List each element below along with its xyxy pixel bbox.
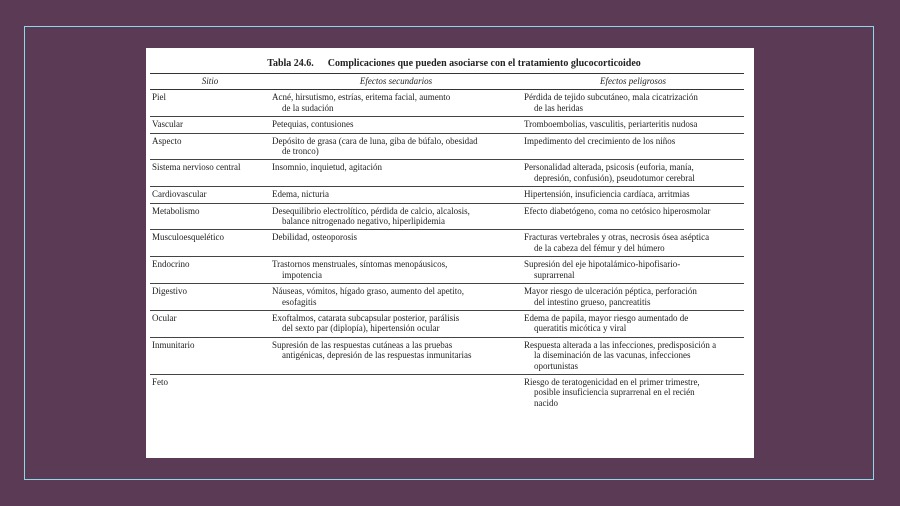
cell-line: Supresión del eje hipotalámico-hipofisario- [524,259,681,270]
cell-secondary-effects [270,284,522,311]
cell-secondary-effects [270,160,522,187]
table-row [150,187,744,203]
table-row [150,310,744,337]
cell-secondary-effects [270,203,522,230]
cell-line: Pérdida de tejido subcutáneo, mala cicatrización [524,92,698,103]
cell-secondary-effects [270,310,522,337]
cell-line: Impedimento del crecimiento de los niños [524,135,676,146]
cell-line: del sexto par (diplopía), hipertensión ocular [282,323,440,334]
cell-line: Supresión de las respuestas cutáneas a las pruebas [272,339,453,350]
cell-secondary-effects [270,187,522,203]
cell-secondary-effects [270,90,522,117]
cell-line: impotencia [282,269,322,280]
cell-line: Edema, nicturia [272,189,329,200]
cell-dangerous-effects [522,337,744,374]
cell-site: Digestivo [150,284,270,311]
cell-line: posible insuficiencia suprarrenal en el recién [534,387,695,398]
cell-secondary-effects [270,374,522,411]
table-row [150,337,744,374]
cell-line: Acné, hirsutismo, estrías, eritema facial, aumento [272,92,451,103]
cell-line: Edema de papila, mayor riesgo aumentado de [524,312,689,323]
cell-line: Debilidad, osteoporosis [272,232,357,243]
cell-line: depresión, confusión), pseudotumor cerebral [534,172,695,183]
cell-line: Personalidad alterada, psicosis (euforia, manía, [524,162,694,173]
header-secondary-effects: Efectos secundarios [270,74,522,90]
cell-secondary-effects [270,117,522,133]
header-dangerous-effects: Efectos peligrosos [522,74,744,90]
cell-line: Hipertensión, insuficiencia cardíaca, arritmias [524,189,690,200]
cell-line: Trastornos menstruales, síntomas menopáusicos, [272,259,448,270]
cell-dangerous-effects [522,160,744,187]
cell-site: Aspecto [150,133,270,160]
header-site: Sitio [150,74,270,90]
cell-line: balance nitrogenado negativo, hiperlipidemia [282,216,445,227]
cell-line: de las heridas [534,102,583,113]
cell-dangerous-effects [522,284,744,311]
cell-line: de la cabeza del fémur y del húmero [534,242,665,253]
cell-line: Fracturas vertebrales y otras, necrosis ósea aséptica [524,232,710,243]
cell-site: Cardiovascular [150,187,270,203]
cell-site: Endocrino [150,257,270,284]
cell-site: Inmunitario [150,337,270,374]
cell-line: nacido [534,397,558,408]
table-row [150,133,744,160]
cell-line: Mayor riesgo de ulceración péptica, perforación [524,286,697,297]
table-row [150,257,744,284]
table-title: Complicaciones que pueden asociarse con el tratamiento glucocorticoideo [327,58,641,69]
cell-dangerous-effects [522,90,744,117]
document-sheet [146,48,754,458]
cell-secondary-effects [270,133,522,160]
cell-site: Ocular [150,310,270,337]
table-row [150,203,744,230]
table-row [150,117,744,133]
cell-dangerous-effects [522,257,744,284]
cell-dangerous-effects [522,187,744,203]
table-row [150,160,744,187]
cell-dangerous-effects [522,230,744,257]
cell-dangerous-effects [522,133,744,160]
cell-site: Piel [150,90,270,117]
cell-site: Vascular [150,117,270,133]
cell-line: Náuseas, vómitos, hígado graso, aumento del apetito, [272,286,464,297]
cell-line: Desequilibrio electrolítico, pérdida de calcio, alcalosis, [272,205,470,216]
cell-site: Metabolismo [150,203,270,230]
cell-line: Riesgo de teratogenicidad en el primer trimestre, [524,376,700,387]
cell-line: Insomnio, inquietud, agitación [272,162,382,173]
cell-line: oportunistas [534,360,578,371]
cell-line: Exoftalmos, catarata subcapsular posterior, parálisis [272,312,460,323]
table-number: Tabla 24.6. [267,58,314,69]
cell-dangerous-effects [522,310,744,337]
cell-line: Respuesta alterada a las infecciones, predisposición a [524,339,717,350]
cell-line: suprarrenal [534,269,575,280]
table-caption [150,58,744,69]
table-row [150,374,744,411]
table-row [150,90,744,117]
cell-site: Musculoesquelético [150,230,270,257]
complications-table [150,73,744,411]
table-row [150,284,744,311]
cell-secondary-effects [270,230,522,257]
cell-line: la diseminación de las vacunas, infecciones [534,350,691,361]
cell-dangerous-effects [522,117,744,133]
cell-dangerous-effects [522,203,744,230]
cell-site: Feto [152,376,169,387]
cell-site: Sistema nervioso central [150,160,270,187]
cell-line: del intestino grueso, pancreatitis [534,296,651,307]
cell-line: queratitis micótica y viral [534,323,627,334]
cell-line: Depósito de grasa (cara de luna, giba de búfalo, obesidad [272,135,478,146]
cell-line: Tromboembolias, vasculitis, periarteritis nudosa [524,119,698,130]
table-row [150,230,744,257]
cell-line: de la sudación [282,102,334,113]
cell-line: antigénicas, depresión de las respuestas inmunitarias [282,350,472,361]
cell-line: Efecto diabetógeno, coma no cetósico hiperosmolar [524,205,711,216]
cell-line: de tronco) [282,146,319,157]
cell-secondary-effects [270,257,522,284]
cell-line: esofagitis [282,296,317,307]
cell-line: Petequias, contusiones [272,119,354,130]
cell-secondary-effects [270,337,522,374]
table-header-row [150,74,744,90]
cell-dangerous-effects [522,374,744,411]
